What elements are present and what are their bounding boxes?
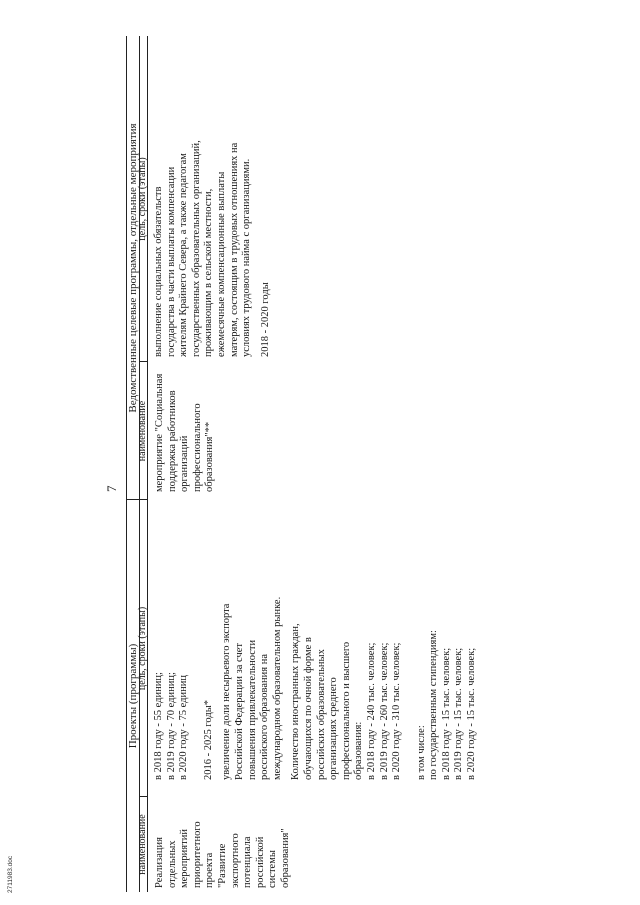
measure-goal-line: выполнение социальных обязательств — [153, 186, 164, 357]
goal-line: профессионального и высшего — [340, 641, 352, 780]
file-reference: 2711983.doc — [7, 855, 14, 893]
measure-name-line: образования"** — [204, 421, 216, 492]
header-dept-goal: цель, сроки (этапы) — [137, 157, 148, 241]
project-name-line: "Развитие экспортного — [216, 833, 241, 888]
measure-goal-line: проживающим в сельской местности, — [203, 188, 215, 357]
goal-line: обучающихся по очной форме в — [302, 637, 314, 780]
goal-line: повышения привлекательности — [246, 639, 258, 780]
measure-goal-line: ежемесячные компенсационные выплаты — [215, 171, 227, 357]
project-name-line: мероприятий — [179, 829, 191, 888]
measure-goal-line: государственных образовательных организаций, — [190, 140, 202, 357]
goal-line: в том числе: — [415, 725, 427, 780]
measure-name-line: мероприятие "Социальная — [154, 373, 165, 492]
rotated-table-content — [46, 36, 566, 892]
page-number: 7 — [104, 485, 119, 492]
measure-goal-line: государства в части выплаты компенсации — [165, 166, 177, 357]
project-name-line: приоритетного проекта — [191, 821, 216, 888]
goal-line: российского образования на — [259, 653, 271, 780]
goal-line: в 2019 году - 15 тыс. человек; — [453, 647, 465, 780]
measure-goal-line: жителям Крайнего Севера, а также педагогам — [178, 153, 190, 357]
goal-line: российских образовательных — [315, 649, 327, 780]
measure-goal-cell — [153, 42, 272, 357]
measure-goal-line: условиях трудового найма с организациями. — [241, 158, 253, 357]
goal-line: в 2020 году - 15 тыс. человек; — [466, 647, 478, 780]
header-projects-goal: цель, сроки (этапы) — [137, 606, 148, 691]
header-dept-name: наименование — [137, 400, 148, 462]
measure-period: 2018 - 2020 годы — [259, 282, 271, 357]
goal-line: образования: — [353, 721, 365, 780]
goal-line: в 2019 году - 70 единиц; — [165, 672, 177, 780]
goal-line: в 2020 году - 310 тыс. человек; — [391, 642, 403, 780]
goal-line: в 2020 году - 75 единиц — [178, 674, 190, 780]
goal-line: Российской Федерации за счет — [233, 643, 245, 780]
header-projects-name: наименование — [137, 814, 148, 875]
goal-line: организациях среднего — [328, 677, 340, 780]
measure-name-line: профессионального — [191, 403, 203, 492]
goal-line: в 2018 году - 240 тыс. человек; — [365, 642, 377, 780]
measure-name-line: организаций — [179, 435, 191, 492]
goal-period: 2016 - 2025 годы* — [202, 699, 214, 780]
goal-line: в 2018 году - 15 тыс. человек; — [440, 647, 452, 780]
goal-line: в 2018 году - 55 единиц; — [153, 672, 164, 780]
project-name-line: потенциала российской — [242, 836, 266, 888]
project-goals-cell — [153, 510, 479, 780]
measure-name-line: поддержка работников — [166, 390, 178, 492]
goal-line: по государственным стипендиям: — [428, 630, 440, 780]
header-departmental: Ведомственные целевые программы, отдельные мероприятия — [127, 123, 139, 413]
project-name-cell — [154, 796, 293, 888]
project-name-line: Реализация отдельных — [154, 837, 178, 888]
measure-name-cell — [154, 364, 217, 492]
project-name-line: системы образования" — [267, 828, 291, 888]
goal-line: увеличение доли несырьевого экспорта — [221, 603, 233, 780]
goal-line: Количество иностранных граждан, — [290, 623, 302, 780]
goal-line: международном образовательном рынке. — [271, 596, 283, 780]
header-projects: Проекты (программы) — [127, 643, 139, 749]
goal-line: в 2019 году - 260 тыс. человек; — [378, 642, 390, 780]
measure-goal-line: матерям, состоящим в трудовых отношениях на — [228, 142, 240, 357]
